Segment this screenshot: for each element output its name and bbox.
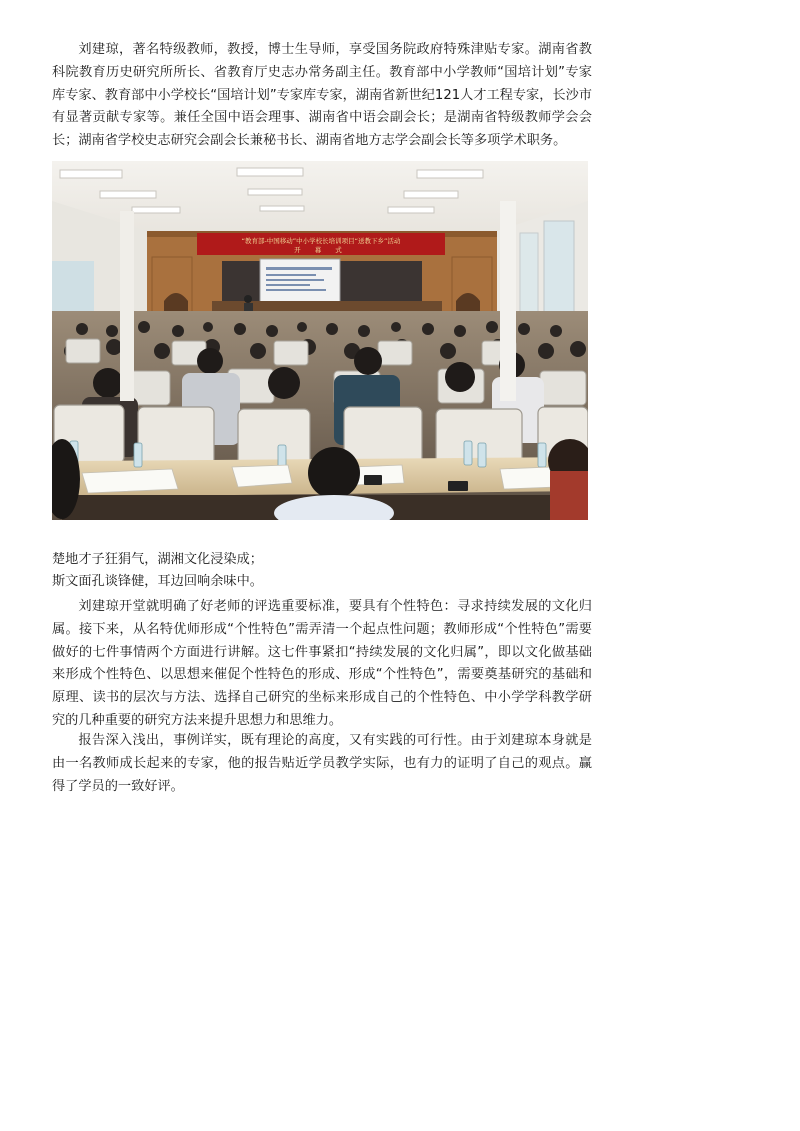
banner-line-1: “教育部-中国移动”中小学校长培训项目“送教下乡”活动 bbox=[241, 237, 401, 245]
banner-line-2: 开 幕 式 bbox=[294, 246, 348, 254]
poem bbox=[52, 549, 592, 593]
body-paragraph-2: 报告深入浅出，事例详实，既有理论的高度，又有实践的可行性。由于刘建琼本身就是由一名教师成长起来的专家，他的报告贴近学员教学实际，也有力的证明了自己的观点。赢得了学员的一致好评。 bbox=[52, 733, 592, 794]
lecture-hall-photo bbox=[52, 161, 588, 520]
intro-paragraph: 刘建琼，著名特级教师，教授，博士生导师，享受国务院政府特殊津贴专家。湖南省教科院教育历史研究所所长、省教育厅史志办常务副主任。教育部中小学教师“国培计划”专家库专家、教育部中小学校长“国培计划”专家库专家，湖南省新世纪121人才工程专家，长沙市有显著贡献专家等。兼任全国中语会理事、湖南省中语会副会长；是湖南省特级教师学会会长；湖南省学校史志研究会副会长兼秘书长、湖南省地方志学会副会长等多项学术职务。 bbox=[52, 42, 592, 149]
poem-line-1: 楚地才子狂狷气，湖湘文化浸染成； bbox=[52, 552, 263, 567]
body-paragraph-1: 刘建琼开堂就明确了好老师的评选重要标准，要具有个性特色：寻求持续发展的文化归属。接下来，从名特优师形成“个性特色”需弄清一个起点性问题；教师形成“个性特色”需要做好的七件事情两个方面进行讲解。这七件事紧扣“持续发展的文化归属”，即以文化做基础来形成个性特色、以思想来催促个性特色的形成、形成“个性特色”，需要奠基研究的基础和原理、读书的层次与方法、选择自己研究的坐标来形成自己的个性特色、中小学学科教学研究的几种重要的研究方法来提升思想力和思维力。 bbox=[52, 599, 592, 728]
poem-line-2: 斯文面孔谈锋健，耳边回响余味中。 bbox=[52, 574, 263, 589]
